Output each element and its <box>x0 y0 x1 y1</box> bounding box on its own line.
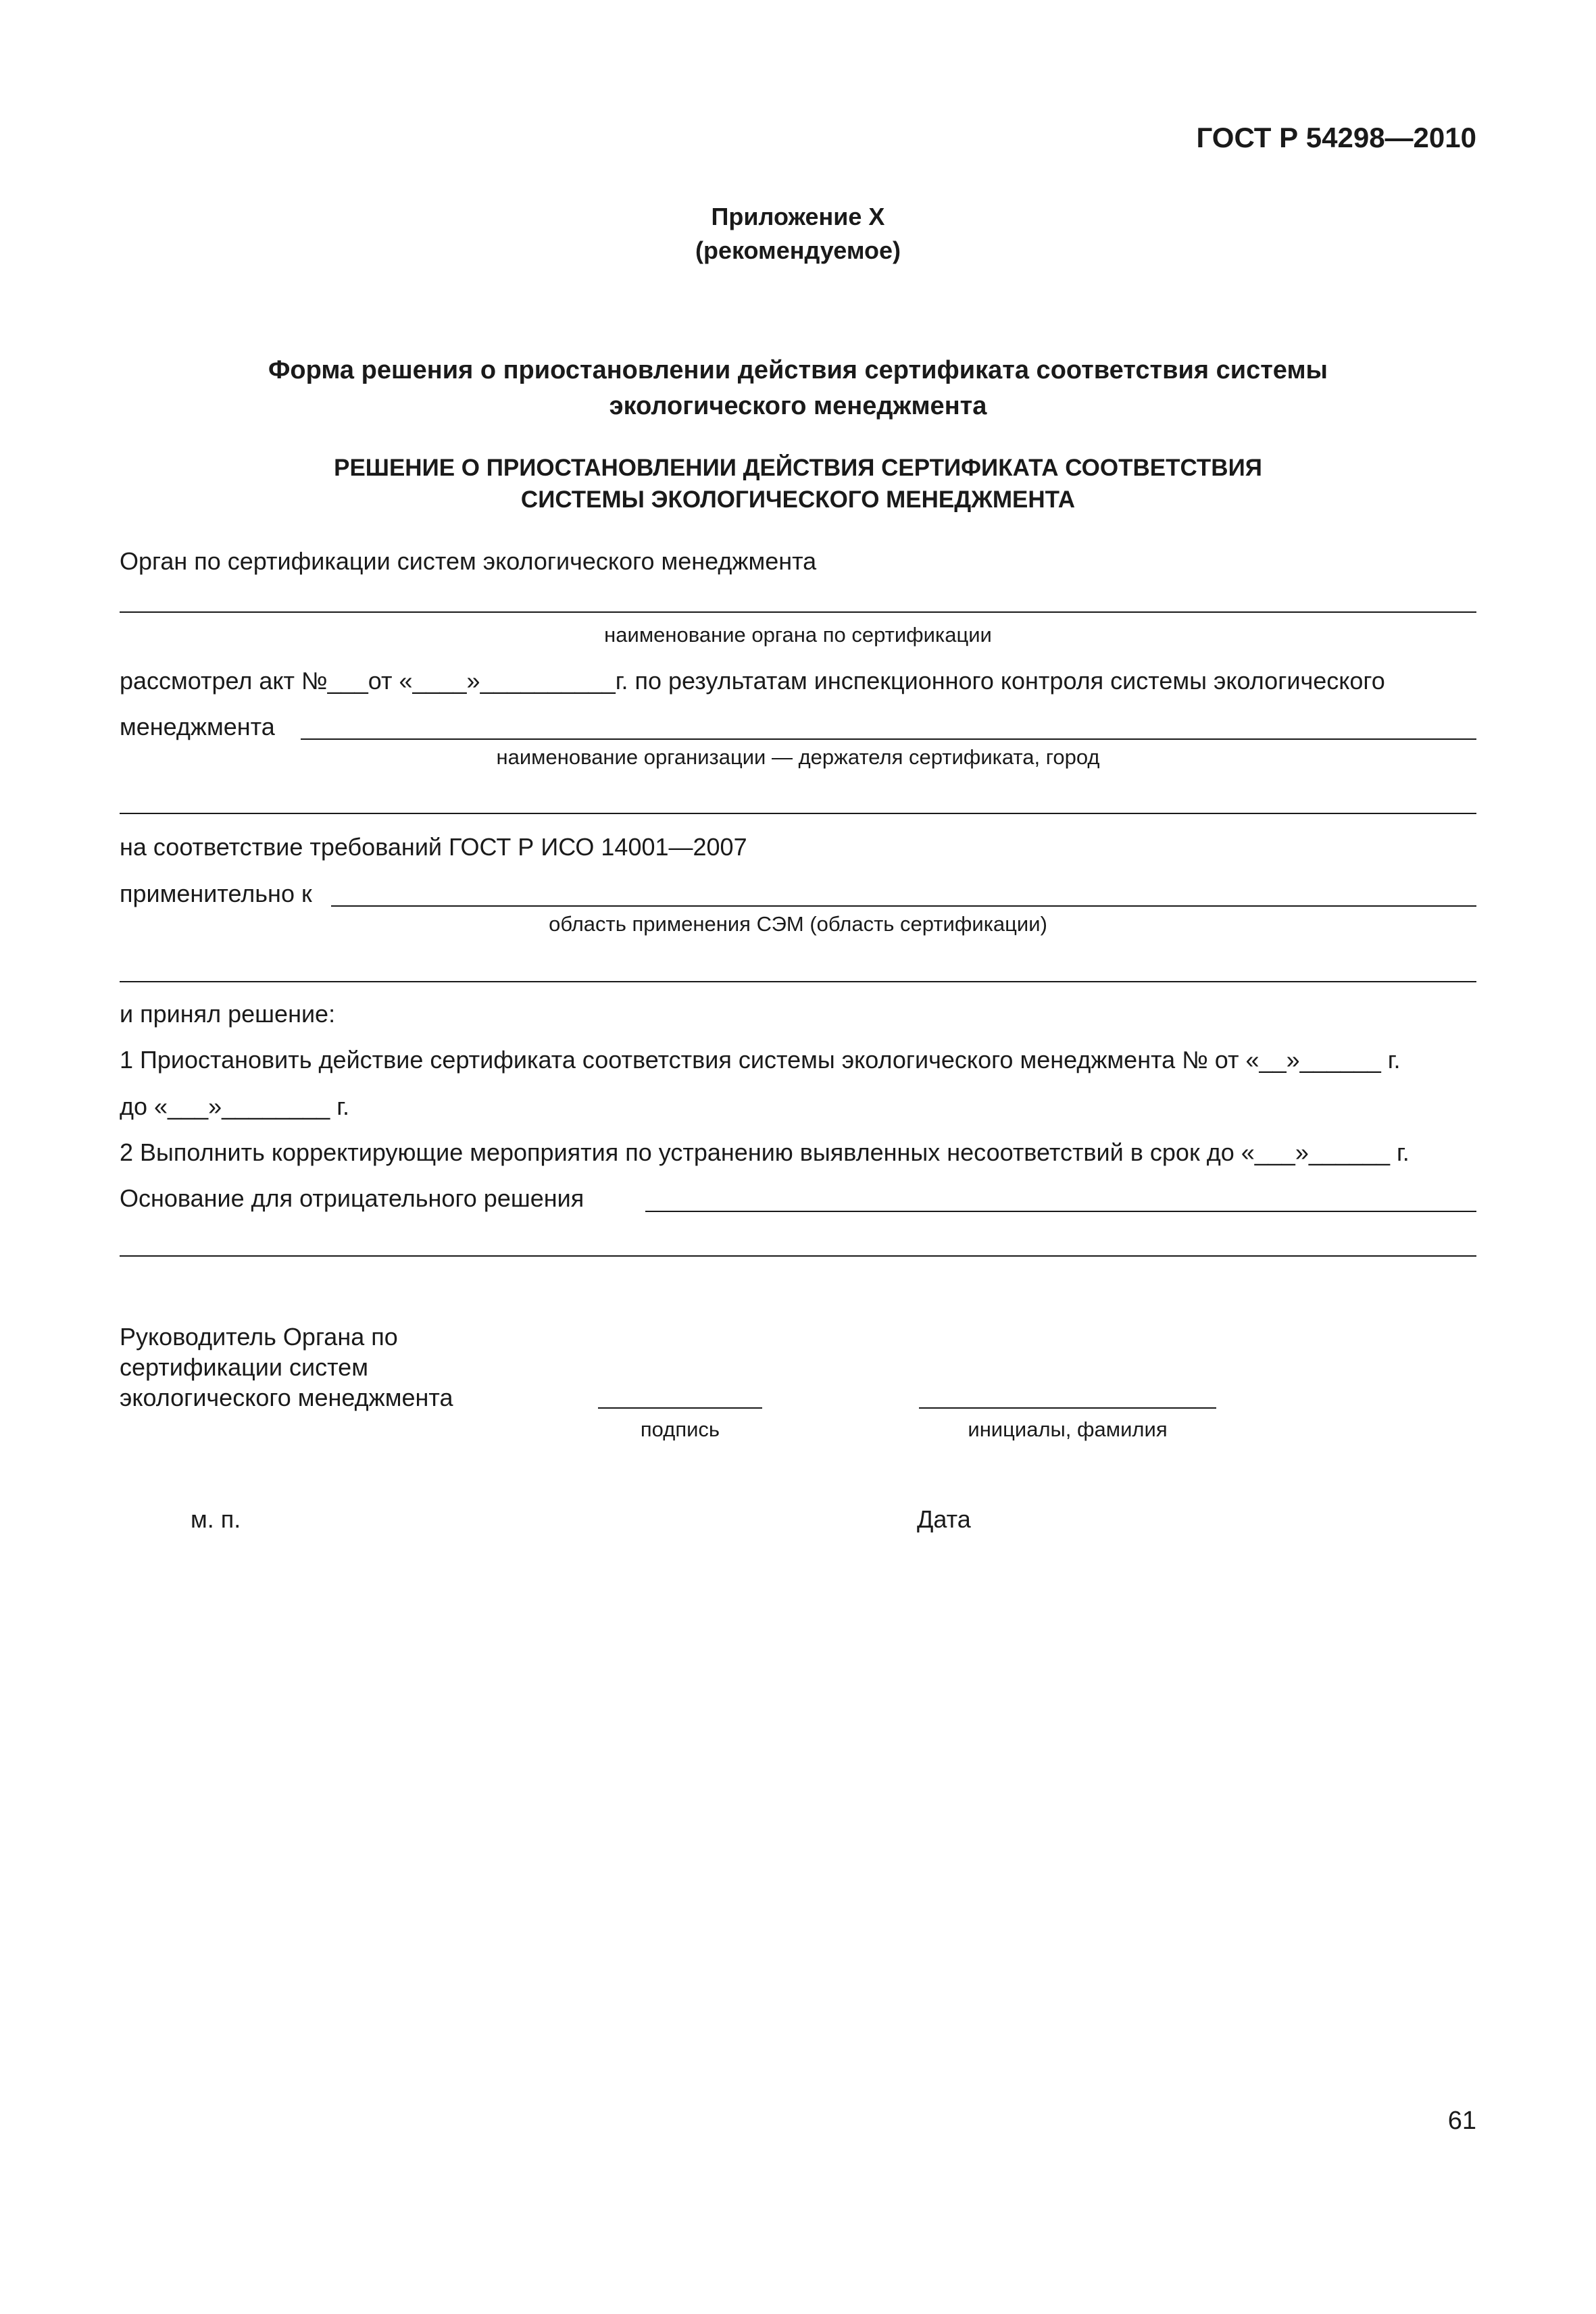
head-title-line3: экологического менеджмента <box>120 1384 453 1411</box>
date-label: Дата <box>917 1505 971 1533</box>
decision-title-line1: РЕШЕНИЕ О ПРИОСТАНОВЛЕНИИ ДЕЙСТВИЯ СЕРТИФИКАТА СООТВЕТСТВИЯ <box>334 455 1262 481</box>
basis-field-2[interactable] <box>120 1255 1476 1257</box>
appendix-title: Приложение Х <box>711 203 885 230</box>
form-title-line1: Форма решения о приостановлении действия сертификата соответствия системы <box>268 356 1328 384</box>
basis-field[interactable] <box>645 1211 1476 1212</box>
scope-field-2[interactable] <box>120 981 1476 982</box>
compliance-text: на соответствие требований ГОСТ Р ИСО 14001—2007 <box>120 833 747 861</box>
scope-caption: область применения СЭМ (область сертификации) <box>549 912 1047 936</box>
organ-label: Орган по сертификации систем экологического менеджмента <box>120 547 817 575</box>
document-number: ГОСТ Р 54298—2010 <box>1196 122 1476 153</box>
organ-name-field[interactable] <box>120 611 1476 613</box>
head-title-line2: сертификации систем <box>120 1353 368 1381</box>
form-title-line2: экологического менеджмента <box>609 392 987 420</box>
holder-caption: наименование организации — держателя сертификата, город <box>496 745 1100 769</box>
reviewed-act-text: рассмотрел акт №___от «____»__________г. по результатам инспекционного контроля системы экологического <box>120 667 1385 695</box>
head-title-line1: Руководитель Органа по <box>120 1323 398 1351</box>
seal-label: м. п. <box>191 1505 241 1533</box>
signature-caption: подпись <box>640 1417 720 1441</box>
decision-intro: и принял решение: <box>120 1000 336 1028</box>
organ-caption: наименование органа по сертификации <box>604 623 992 647</box>
holder-name-field[interactable] <box>301 738 1476 740</box>
applied-label: применительно к <box>120 880 312 907</box>
name-field[interactable] <box>919 1407 1216 1409</box>
basis-label: Основание для отрицательного решения <box>120 1184 584 1212</box>
appendix-subtitle: (рекомендуемое) <box>695 236 901 264</box>
decision-item-2: 2 Выполнить корректирующие мероприятия по устранению выявленных несоответствий в срок до «___»______ г. <box>120 1138 1410 1166</box>
signature-field[interactable] <box>598 1407 762 1409</box>
scope-field[interactable] <box>331 905 1476 907</box>
decision-title-line2: СИСТЕМЫ ЭКОЛОГИЧЕСКОГО МЕНЕДЖМЕНТА <box>520 486 1076 513</box>
page-number: 61 <box>1447 2107 1476 2135</box>
management-label: менеджмента <box>120 713 275 740</box>
decision-item-1-continued: до «___»________ г. <box>120 1092 350 1120</box>
name-caption: инициалы, фамилия <box>968 1417 1168 1441</box>
holder-name-field-2[interactable] <box>120 813 1476 814</box>
decision-item-1: 1 Приостановить действие сертификата соответствия системы экологического менеджмента № от «__»______ г. <box>120 1046 1401 1074</box>
